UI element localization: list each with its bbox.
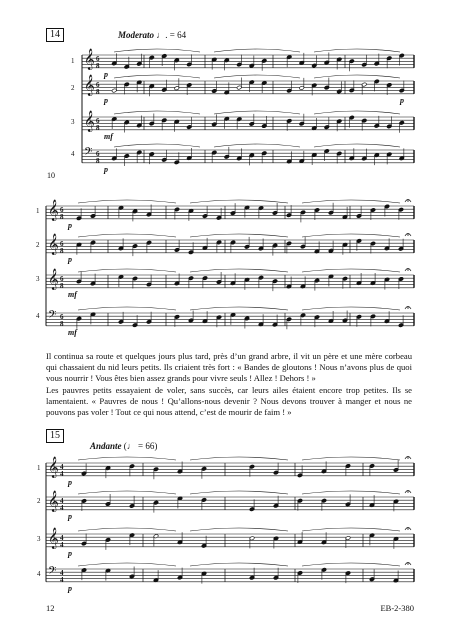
time-signature: 8	[96, 123, 100, 132]
time-signature: 8	[60, 212, 64, 221]
treble-clef-icon: 𝄞	[48, 491, 59, 511]
time-signature: 6	[60, 206, 64, 214]
slur	[302, 307, 400, 310]
staff-number: 3	[36, 275, 40, 283]
dynamic-marking: p	[68, 255, 72, 264]
slur	[78, 528, 176, 531]
fermata-icon	[407, 528, 408, 529]
slur	[114, 49, 200, 52]
time-signature: 4	[60, 569, 64, 577]
page-number: 12	[46, 603, 55, 613]
bass-clef-icon: 𝄢	[84, 145, 93, 160]
fermata-icon	[407, 563, 408, 564]
slur	[190, 457, 288, 460]
staff-number: 2	[71, 84, 75, 92]
time-signature: 4	[60, 575, 64, 584]
fermata-icon	[407, 457, 408, 458]
metronome-text: (♩ = 66)	[123, 441, 158, 451]
time-signature: 6	[96, 117, 100, 125]
slur	[314, 144, 400, 147]
slur	[190, 491, 288, 494]
bass-clef-icon: 𝄢	[48, 308, 57, 323]
slur	[302, 528, 400, 531]
rehearsal-mark-14: 14	[46, 28, 64, 42]
slur	[190, 234, 288, 237]
time-signature: 8	[60, 319, 64, 328]
slur	[214, 49, 300, 52]
story-paragraph: Il continua sa route et quelques jours plus tard, près d’un grand arbre, il vit un père et une mère corbeau qui chassaient du nid leurs petits. Ils criaient très fort : « Bandes de gloutons ! Nous n’avons plus de quoi vous nourrir ! Vous êtes bien assez grands pour vivre seuls ! Allez ! Dehors ! »	[46, 351, 412, 384]
slur	[78, 200, 176, 203]
dynamic-marking: p	[68, 478, 72, 487]
time-signature: 8	[60, 246, 64, 255]
slur	[190, 307, 288, 310]
treble-clef-icon: 𝄞	[84, 75, 95, 95]
slur	[190, 269, 288, 272]
time-signature: 6	[96, 81, 100, 89]
slur	[214, 144, 300, 147]
bass-clef-icon: 𝄢	[48, 564, 57, 579]
dynamic-marking: p	[68, 549, 72, 558]
catalog-number: EB-2-380	[380, 603, 414, 613]
staff-number: 3	[71, 118, 75, 126]
treble-clef-icon: 𝄞	[48, 457, 59, 477]
time-signature: 6	[60, 240, 64, 248]
slur	[78, 307, 176, 310]
time-signature: 8	[60, 281, 64, 290]
staff-number: 1	[37, 464, 41, 472]
slur	[302, 563, 400, 566]
slur	[78, 234, 176, 237]
slur	[190, 528, 288, 531]
time-signature: 4	[60, 503, 64, 512]
time-signature: 8	[96, 87, 100, 96]
tempo-text: Andante	[90, 441, 122, 451]
time-signature: 6	[60, 275, 64, 283]
story-text	[46, 351, 412, 418]
treble-clef-icon: 𝄞	[84, 111, 95, 131]
treble-clef-icon: 𝄞	[48, 200, 59, 220]
slur	[78, 269, 176, 272]
slur	[302, 234, 400, 237]
time-signature: 6	[96, 150, 100, 158]
fermata-icon	[407, 200, 408, 201]
slur	[314, 75, 400, 78]
treble-clef-icon: 𝄞	[48, 528, 59, 548]
slur	[314, 111, 400, 114]
time-signature: 6	[60, 313, 64, 321]
dynamic-marking: p	[68, 512, 72, 521]
treble-clef-icon: 𝄞	[48, 269, 59, 289]
story-paragraph: Les pauvres petits essayaient de voler, sans succès, car leurs ailes étaient encore trop petites. Ils se lamentaient. « Pauvres de nous ! Qu’allons-nous devenir ? Nous devons trouver à manger et nous ne pouvons pas voler ! Tout ce qui nous attend, c’est de mourir de faim ! »	[46, 384, 412, 418]
staff-number: 4	[71, 150, 75, 158]
time-signature: 4	[60, 540, 64, 549]
staff-number: 1	[71, 57, 75, 65]
dynamic-marking: mf	[68, 290, 77, 299]
fermata-icon	[407, 269, 408, 270]
dynamic-marking: p	[68, 584, 72, 593]
staff-number: 4	[36, 312, 40, 320]
slur	[114, 111, 200, 114]
slur	[78, 457, 176, 460]
dynamic-marking: p	[104, 165, 108, 174]
time-signature: 8	[96, 61, 100, 70]
fermata-icon	[407, 491, 408, 492]
staff-number: 1	[36, 207, 40, 215]
slur	[302, 269, 400, 272]
time-signature: 4	[60, 497, 64, 505]
tempo-text: Moderato	[118, 30, 154, 40]
measure-number-10: 10	[47, 171, 55, 180]
time-signature: 8	[96, 156, 100, 165]
slur	[214, 111, 300, 114]
slur	[114, 144, 200, 147]
dynamic-marking: p	[104, 70, 108, 79]
fermata-icon	[407, 234, 408, 235]
dynamic-marking: p	[104, 96, 108, 105]
time-signature: 4	[60, 463, 64, 471]
dynamic-marking: mf	[68, 328, 77, 337]
slur	[78, 491, 176, 494]
slur	[302, 457, 400, 460]
slur	[78, 563, 176, 566]
dynamic-marking: p	[400, 96, 404, 105]
time-signature: 4	[60, 534, 64, 542]
dynamic-marking: p	[68, 221, 72, 230]
metronome-text: ♩. = 64	[156, 30, 187, 40]
dynamic-marking: mf	[104, 132, 113, 141]
slur	[302, 200, 400, 203]
slur	[114, 75, 200, 78]
slur	[190, 200, 288, 203]
slur	[190, 563, 288, 566]
staff-number: 2	[37, 497, 41, 505]
staff-number: 3	[37, 535, 41, 543]
fermata-icon	[407, 307, 408, 308]
rehearsal-mark-15: 15	[46, 429, 64, 443]
treble-clef-icon: 𝄞	[84, 49, 95, 69]
slur	[214, 75, 300, 78]
staff-number: 4	[37, 570, 41, 578]
staff-number: 2	[36, 241, 40, 249]
slur	[314, 49, 400, 52]
time-signature: 4	[60, 469, 64, 478]
time-signature: 6	[96, 55, 100, 63]
treble-clef-icon: 𝄞	[48, 234, 59, 254]
slur	[302, 491, 400, 494]
